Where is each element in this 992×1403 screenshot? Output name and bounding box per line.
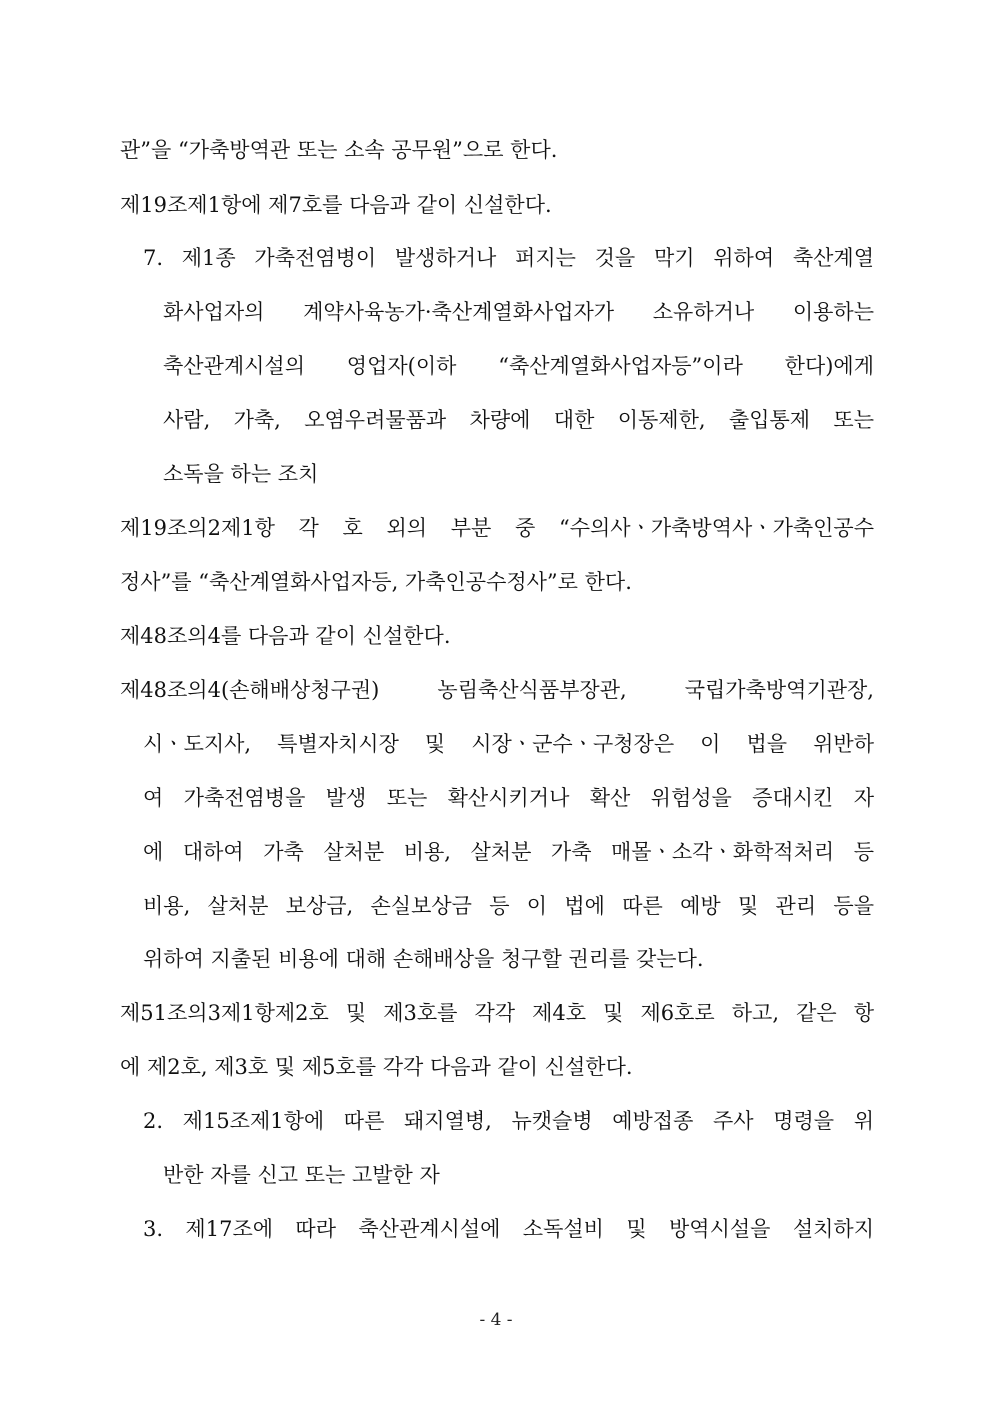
text-line-17: 제51조의3제1항제2호 및 제3호를 각각 제4호 및 제6호로 하고, 같은 항 xyxy=(120,1001,874,1025)
text-line-4: 화사업자의 계약사육농가·축산계열화사업자가 소유하거나 이용하는 xyxy=(163,300,874,324)
text-line-12: 시ㆍ도지사, 특별자치시장 및 시장ㆍ군수ㆍ구청장은 이 법을 위반하 xyxy=(143,732,874,756)
text-line-8: 제19조의2제1항 각 호 외의 부분 중 “수의사ㆍ가축방역사ㆍ가축인공수 xyxy=(120,516,874,540)
text-line-2: 제19조제1항에 제7호를 다음과 같이 신설한다. xyxy=(120,193,552,217)
text-line-7: 소독을 하는 조치 xyxy=(163,462,319,486)
text-line-20: 반한 자를 신고 또는 고발한 자 xyxy=(163,1163,440,1187)
text-line-13: 여 가축전염병을 발생 또는 확산시키거나 확산 위험성을 증대시킨 자 xyxy=(143,786,874,810)
text-line-5: 축산관계시설의 영업자(이하 “축산계열화사업자등”이라 한다)에게 xyxy=(163,354,874,378)
text-line-1: 관”을 “가축방역관 또는 소속 공무원”으로 한다. xyxy=(120,138,558,162)
text-line-21: 3. 제17조에 따라 축산관계시설에 소독설비 및 방역시설을 설치하지 xyxy=(143,1217,874,1241)
text-line-15: 비용, 살처분 보상금, 손실보상금 등 이 법에 따른 예방 및 관리 등을 xyxy=(143,894,874,918)
text-line-11: 제48조의4(손해배상청구권) 농림축산식품부장관, 국립가축방역기관장, xyxy=(120,678,874,702)
text-line-18: 에 제2호, 제3호 및 제5호를 각각 다음과 같이 신설한다. xyxy=(120,1055,633,1079)
page-number: - 4 - xyxy=(479,1310,513,1330)
text-line-9: 정사”를 “축산계열화사업자등, 가축인공수정사”로 한다. xyxy=(120,570,632,594)
text-line-3: 7. 제1종 가축전염병이 발생하거나 퍼지는 것을 막기 위하여 축산계열 xyxy=(143,246,874,270)
text-line-10: 제48조의4를 다음과 같이 신설한다. xyxy=(120,624,451,648)
text-line-6: 사람, 가축, 오염우려물품과 차량에 대한 이동제한, 출입통제 또는 xyxy=(163,408,874,432)
text-line-14: 에 대하여 가축 살처분 비용, 살처분 가축 매몰ㆍ소각ㆍ화학적처리 등 xyxy=(143,840,874,864)
text-line-19: 2. 제15조제1항에 따른 돼지열병, 뉴캣슬병 예방접종 주사 명령을 위 xyxy=(143,1109,874,1133)
text-line-16: 위하여 지출된 비용에 대해 손해배상을 청구할 권리를 갖는다. xyxy=(143,947,704,971)
